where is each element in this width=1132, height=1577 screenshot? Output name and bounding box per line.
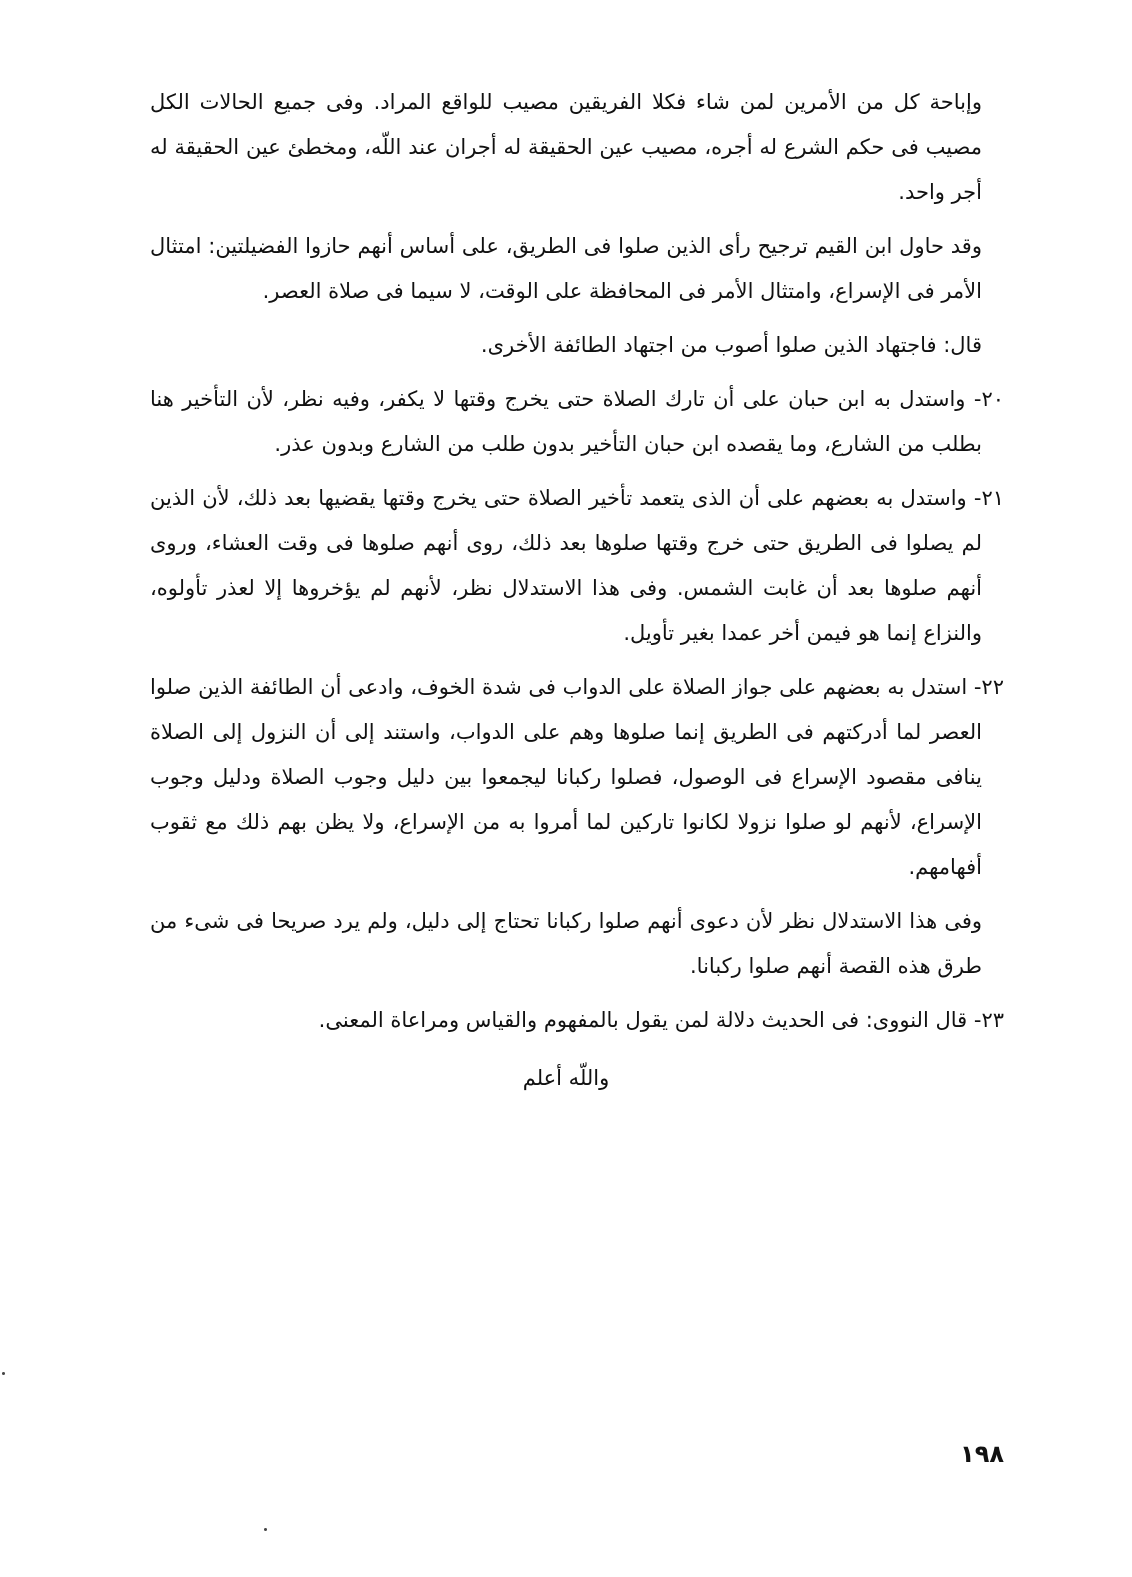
paragraph-text: وإباحة كل من الأمرين لمن شاء فكلا الفريقين مصيب للواقع المراد. وفى جميع الحالات الكل مصيب فى حكم الشرع له أجره، مصيب عين الحقيقة له أجران عند اللّه، ومخطئ عين الحقيقة له أجر واحد. (150, 90, 982, 204)
item-text: واستدل به بعضهم على أن الذى يتعمد تأخير الصلاة حتى يخرج وقتها يقضيها بعد ذلك، لأن الذين لم يصلوا فى الطريق حتى خرج وقتها صلوها بعد ذلك، روى أنهم صلوها فى وقت العشاء، وروى أنهم صلوها بعد أن غابت الشمس. وفى هذا الاستدلال نظر، لأنهم لم يؤخروها إلا لعذر تأولوه، والنزاع إنما هو فيمن أخر عمدا بغير تأويل. (150, 486, 982, 645)
item-number: ٢٢- (973, 675, 1004, 699)
paragraph (150, 323, 982, 368)
page-number: ١٩٨ (960, 1440, 1004, 1468)
item-text: قال النووى: فى الحديث دلالة لمن يقول بالمفهوم والقياس ومراعاة المعنى. (318, 1008, 968, 1032)
item-number: ٢٣- (973, 1008, 1004, 1032)
numbered-item (150, 665, 1004, 890)
scan-speck (2, 1372, 5, 1375)
closing-phrase: واللّه أعلم (522, 1066, 610, 1090)
paragraph (150, 899, 982, 989)
paragraph (150, 80, 982, 215)
item-text: استدل به بعضهم على جواز الصلاة على الدواب فى شدة الخوف، وادعى أن الطائفة الذين صلوا العصر لما أدركتهم فى الطريق إنما صلوها وهم على الدواب، واستند إلى أن النزول إلى الصلاة ينافى مقصود الإسراع فى الوصول، فصلوا ركبانا ليجمعوا بين دليل وجوب الصلاة ودليل وجوب الإسراع، لأنهم لو صلوا نزولا لكانوا تاركين لما أمروا به من الإسراع، ولا يظن بهم ذلك مع ثقوب أفهامهم. (150, 675, 982, 879)
item-number: ٢٠- (973, 387, 1004, 411)
item-number: ٢١- (973, 486, 1004, 510)
paragraph (150, 224, 982, 314)
paragraph-text: وفى هذا الاستدلال نظر لأن دعوى أنهم صلوا ركبانا تحتاج إلى دليل، ولم يرد صريحا فى شىء من طرق هذه القصة أنهم صلوا ركبانا. (150, 909, 982, 978)
paragraph-text: وقد حاول ابن القيم ترجيح رأى الذين صلوا فى الطريق، على أساس أنهم حازوا الفضيلتين: امتثال الأمر فى الإسراع، وامتثال الأمر فى المحافظة على الوقت، لا سيما فى صلاة العصر. (150, 234, 982, 303)
body-text (150, 80, 1004, 1052)
paragraph-text: قال: فاجتهاد الذين صلوا أصوب من اجتهاد الطائفة الأخرى. (480, 333, 982, 357)
numbered-item (150, 998, 1004, 1043)
scan-speck (264, 1528, 267, 1531)
numbered-item (150, 377, 1004, 467)
numbered-item (150, 476, 1004, 656)
item-text: واستدل به ابن حبان على أن تارك الصلاة حتى يخرج وقتها لا يكفر، وفيه نظر، لأن التأخير هنا بطلب من الشارع، وما يقصده ابن حبان التأخير بدون طلب من الشارع وبدون عذر. (150, 387, 982, 456)
